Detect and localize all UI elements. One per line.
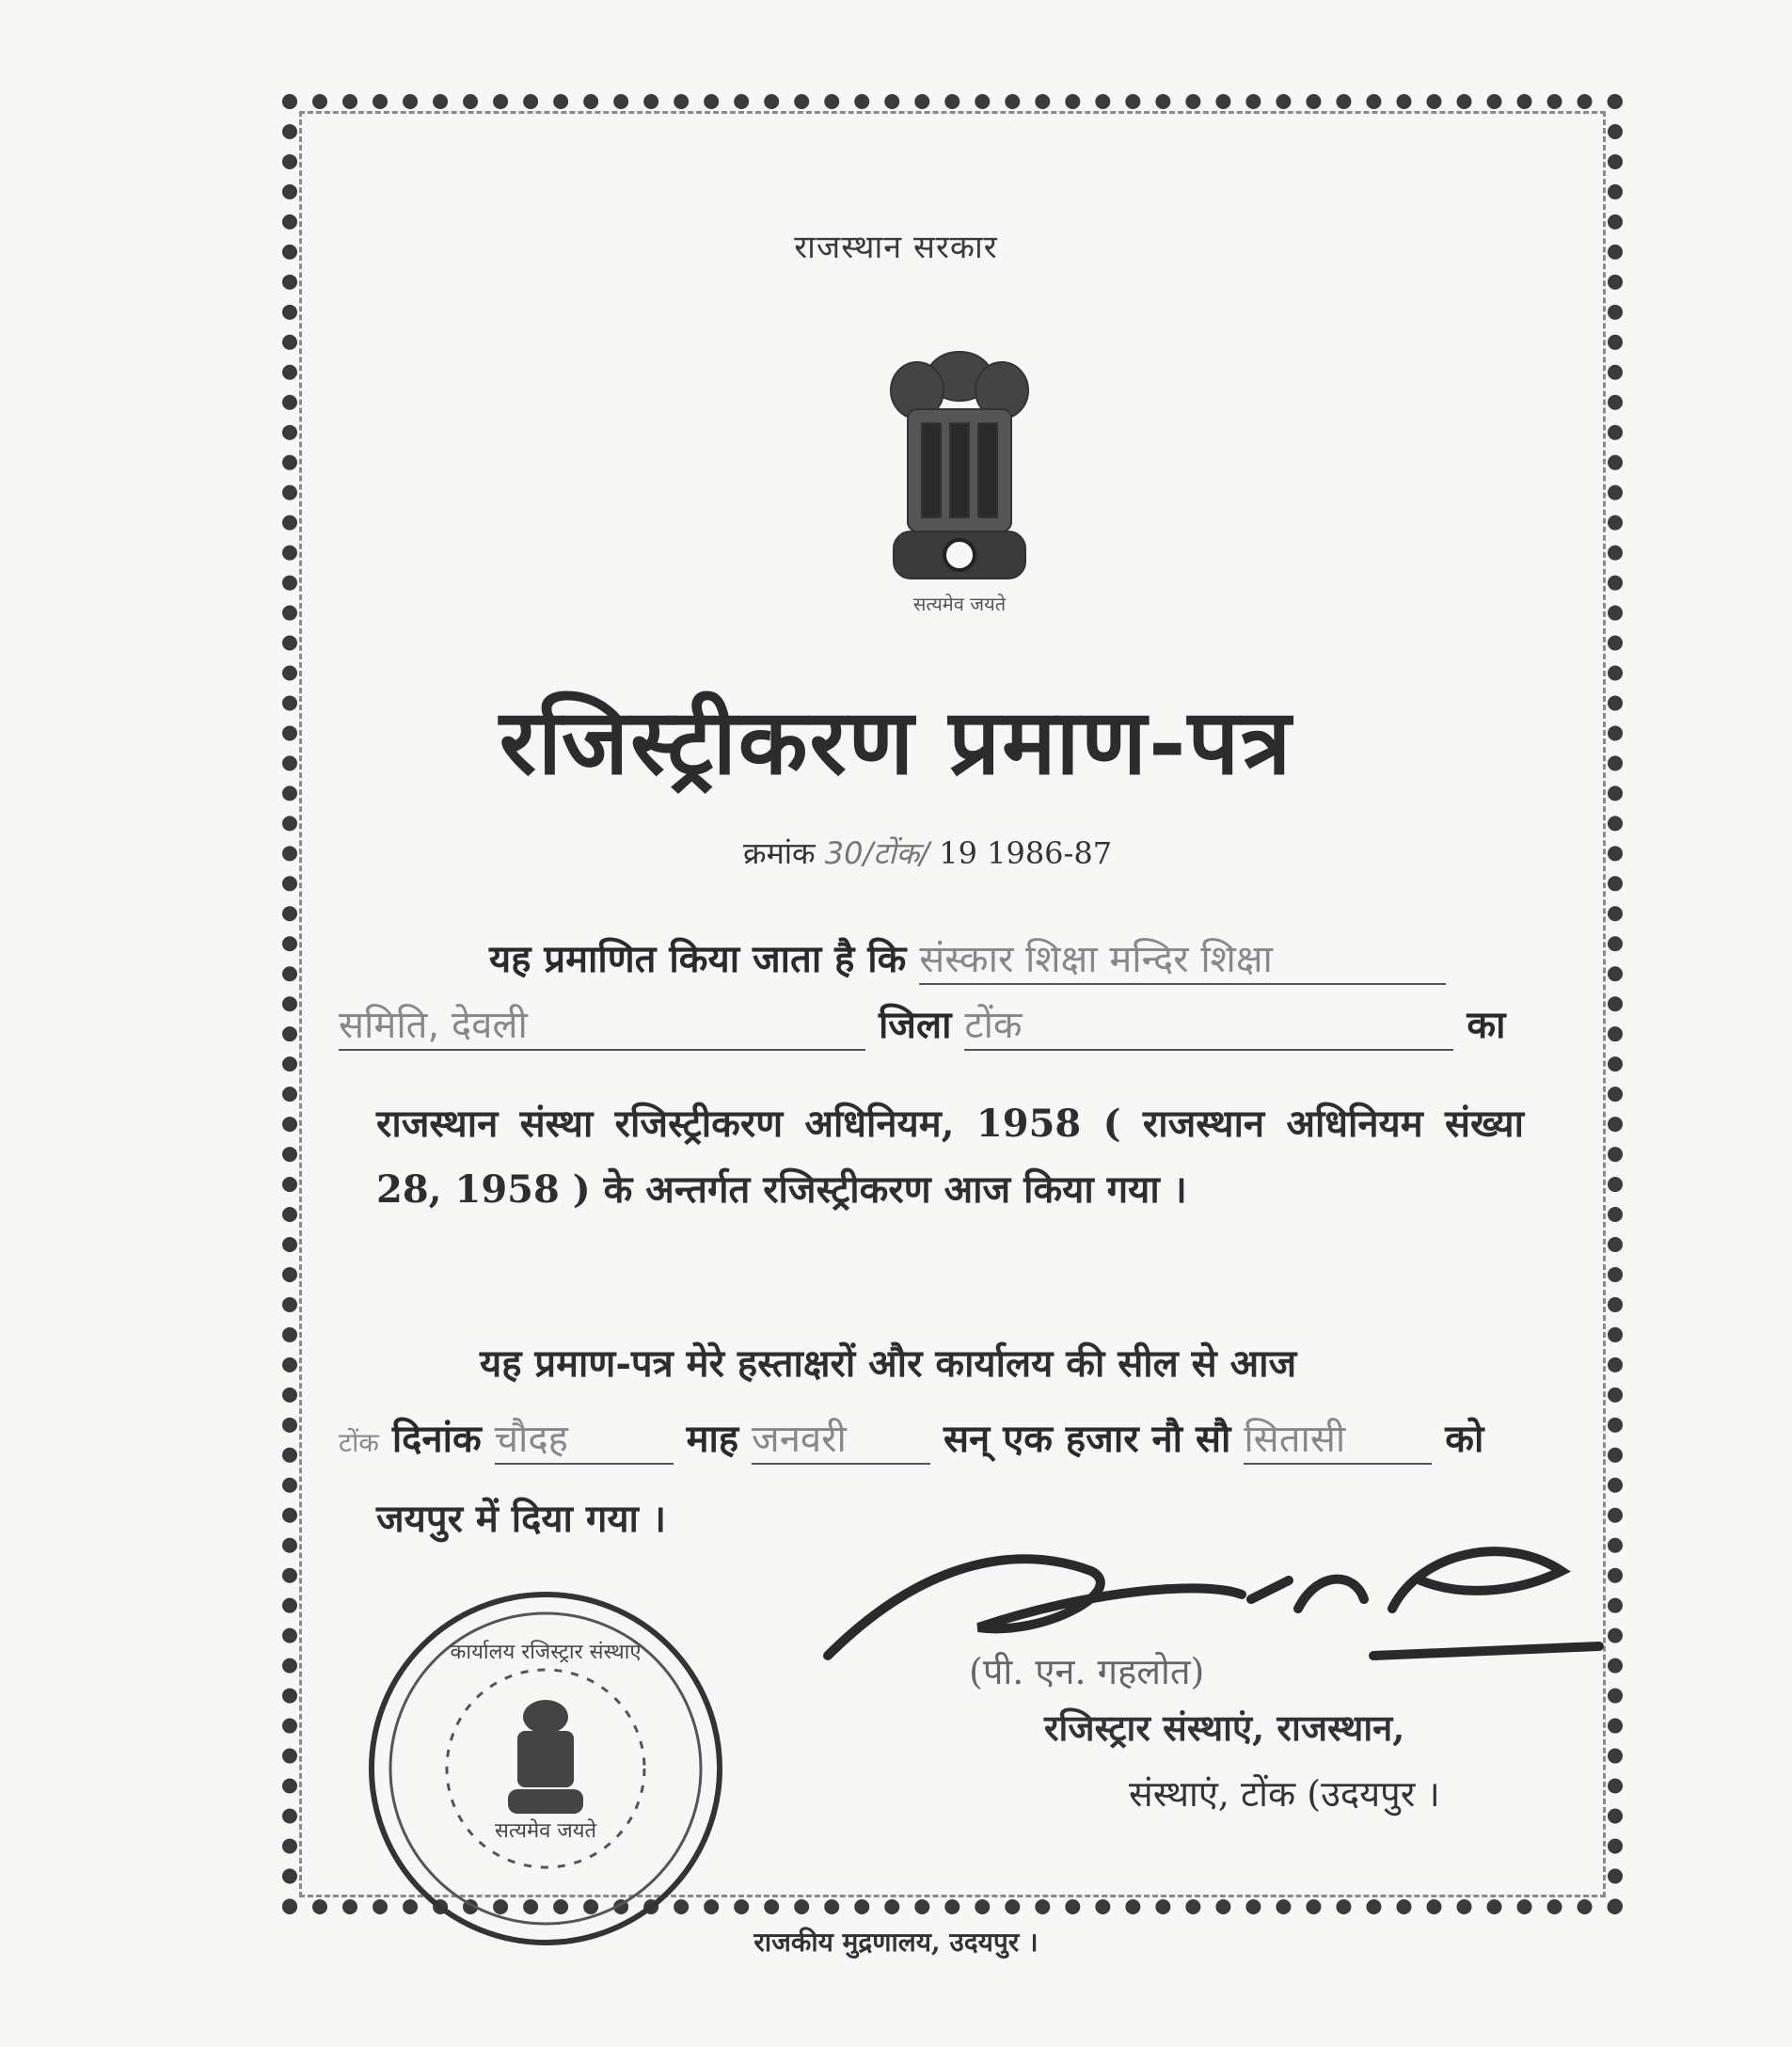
- district-value: टोंक: [964, 997, 1453, 1051]
- month-value: जनवरी: [752, 1411, 930, 1465]
- month-label: माह: [686, 1417, 739, 1461]
- day-value: चौदह: [495, 1411, 674, 1465]
- certify-line-1: [489, 931, 1446, 985]
- emblem-motto: सत्यमेव जयते: [912, 593, 1007, 615]
- national-emblem-icon: [865, 320, 1054, 621]
- serial-year: 1986-87: [987, 835, 1113, 871]
- serial-year-prefix: 19: [939, 835, 977, 871]
- year-label: सन् एक हजार नौ सौ: [943, 1417, 1231, 1461]
- issue-place: जयपुर में दिया गया ।: [376, 1497, 666, 1541]
- certify-line-2: [339, 997, 1505, 1051]
- registrar-name: (पी. एन. गहलोत): [969, 1651, 1205, 1692]
- certify-intro: यह प्रमाणित किया जाता है कि: [489, 937, 907, 981]
- serial-label: क्रमांक: [743, 835, 816, 871]
- seal-outer-text: कार्यालय रजिस्ट्रार संस्थाएं: [450, 1641, 642, 1664]
- society-name-line1: संस्कार शिक्षा मन्दिर शिक्षा: [919, 931, 1446, 985]
- serial-number: [743, 833, 1112, 873]
- registrar-signature: [809, 1505, 1609, 1665]
- society-name-line2: समिति, देवली: [339, 997, 865, 1051]
- issue-date-line: [339, 1411, 1483, 1465]
- dinank-label: दिनांक: [391, 1417, 482, 1461]
- certificate-title: रजिस्ट्रीकरण प्रमाण-पत्र: [499, 689, 1293, 795]
- ka-word: का: [1467, 1003, 1506, 1047]
- act-paragraph: राजस्थान संस्था रजिस्ट्रीकरण अधिनियम, 1958 ( राजस्थान अधिनियम संख्या 28, 1958 ) के अन्तर्गत रजिस्ट्रीकरण आज किया गया ।: [376, 1102, 1524, 1212]
- ko-word: को: [1445, 1417, 1484, 1461]
- district-label: जिला: [878, 1003, 952, 1047]
- press-footer: राजकीय मुद्रणालय, उदयपुर ।: [753, 1927, 1039, 1958]
- margin-note: टोंक: [339, 1427, 379, 1458]
- issue-line-1: यह प्रमाण-पत्र मेरे हस्ताक्षरों और कार्यालय की सील से आज: [480, 1341, 1297, 1386]
- year-value: सितासी: [1244, 1411, 1432, 1465]
- government-header: राजस्थान सरकार: [794, 229, 998, 266]
- registrar-office: संस्थाएं, टोंक (उदयपुर ।: [1129, 1773, 1440, 1815]
- registrar-title: रजिस्ट्रार संस्थाएं, राजस्थान,: [1044, 1706, 1405, 1749]
- serial-handwritten: 30/टोंक/: [824, 835, 930, 871]
- seal-motto: सत्यमेव जयते: [494, 1819, 597, 1843]
